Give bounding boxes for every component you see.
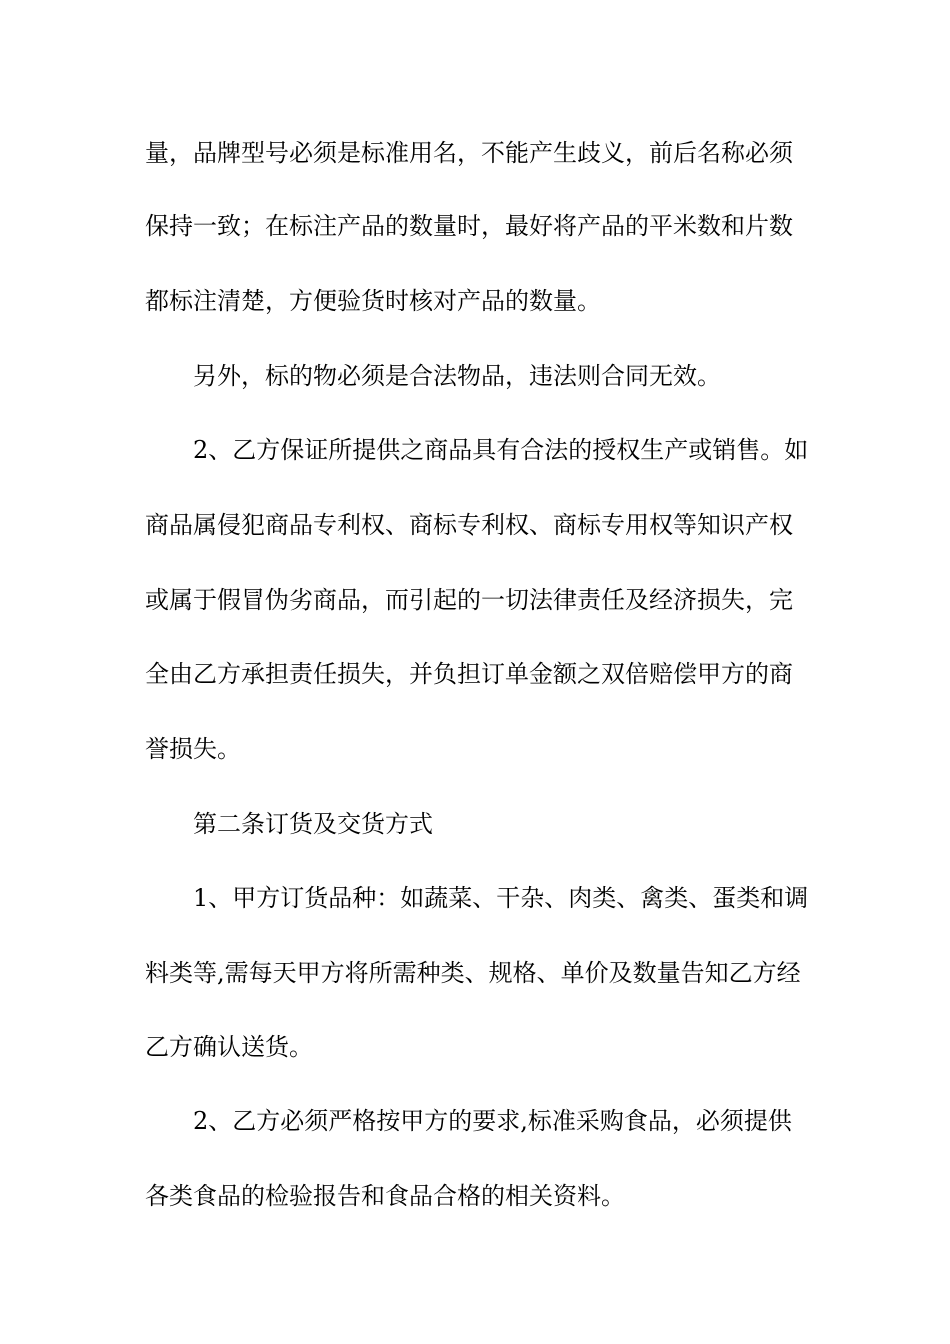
text-line: 2、乙方必须严格按甲方的要求,标准采购食品，必须提供 [193,1107,792,1135]
text-line: 商品属侵犯商品专利权、商标专利权、商标专用权等知识产权 [145,511,793,539]
text-line: 量，品牌型号必须是标准用名，不能产生歧义，前后名称必须 [145,139,793,167]
text-line: 另外，标的物必须是合法物品，违法则合同无效。 [193,362,721,390]
text-line: 或属于假冒伪劣商品，而引起的一切法律责任及经济损失，完 [145,586,793,614]
text-line: 各类食品的检验报告和食品合格的相关资料。 [145,1182,625,1210]
text-line: 全由乙方承担责任损失，并负担订单金额之双倍赔偿甲方的商 [145,660,793,688]
text-line: 2、乙方保证所提供之商品具有合法的授权生产或销售。如 [193,436,809,464]
text-line: 保持一致；在标注产品的数量时，最好将产品的平米数和片数 [145,212,793,240]
section-heading: 第二条订货及交货方式 [193,810,433,838]
text-line: 1、甲方订货品种：如蔬菜、干杂、肉类、禽类、蛋类和调 [193,884,809,912]
text-line: 乙方确认送货。 [145,1033,313,1061]
text-line: 都标注清楚，方便验货时核对产品的数量。 [145,287,601,315]
text-line: 誉损失。 [145,735,241,763]
text-line: 料类等,需每天甲方将所需种类、规格、单价及数量告知乙方经 [145,959,801,987]
